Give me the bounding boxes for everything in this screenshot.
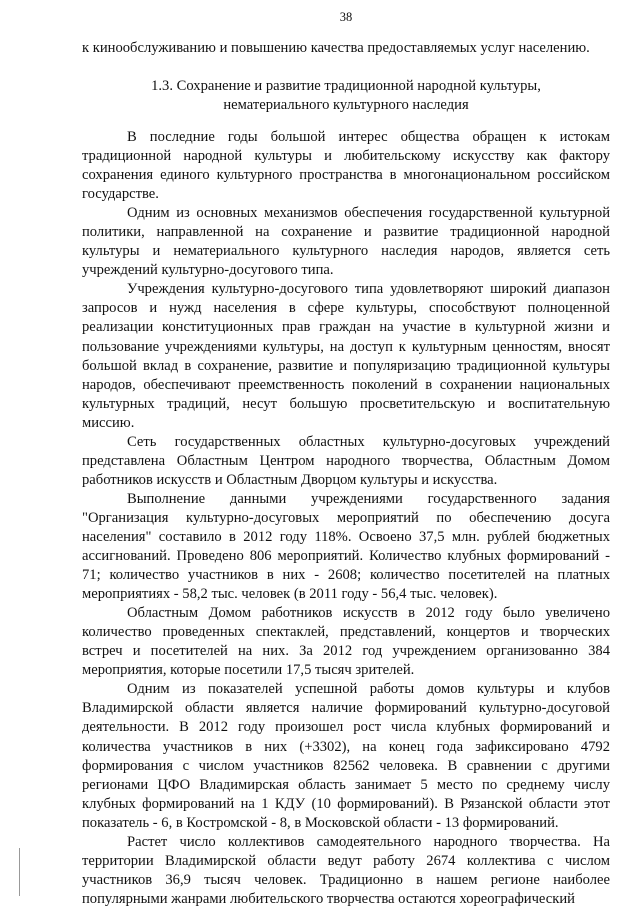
paragraph: Одним из основных механизмов обеспечения государственной культурной политики, направленной на сохранение и развитие традиционной народной культуры и нематериального культурного наследия народов, является сеть учреждений культурно-досугового типа. [82,205,610,279]
section-heading-line-2: нематериального культурного наследия [223,96,469,113]
paragraph: Одним из показателей успешной работы домов культуры и клубов Владимирской области является наличие формирований культурно-досуговой деятельности. В 2012 году произошел рост числа клубных формирований и количества участников в них (+3302), на конец года зафиксировано 4792 формирования с числом участников 82562 человека. В сравнении с другими регионами ЦФО Владимирская область занимает 5 место по среднему числу клубных формирований на 1 КДУ (10 формирований). В Рязанской области этот показатель - 6, в Костромской - 8, в Московской области - 13 формирований. [82,681,610,831]
page-number: 38 [339,10,353,24]
paragraph: В последние годы большой интерес общества обращен к истокам традиционной народной культуры и любительскому искусству как фактору сохранения единого культурного пространства в многонациональном российском государстве. [82,129,610,203]
section-heading [82,77,610,114]
paragraph: Сеть государственных областных культурно-досуговых учреждений представлена Областным Центром народного творчества, Областным Домом работников искусств и Областным Дворцом культуры и искусства. [82,433,610,488]
continued-text-line: к кинообслуживанию и повышению качества предоставляемых услуг населению. [82,40,590,56]
section-heading-line-1: 1.3. Сохранение и развитие традиционной народной культуры, [151,78,541,94]
paragraph: Учреждения культурно-досугового типа удовлетворяют широкий диапазон запросов и нужд населения в сфере культуры, способствуют полноценной реализации конституционных прав граждан на участие в культурной жизни и пользование учреждениями культуры, на доступ к культурным ценностям, вносят большой вклад в сохранение, развитие и популяризацию традиционной культуры народов, обеспечивают преемственность поколений в сохранении национальных культурных традиций, несут большую просветительскую и воспитательную миссию. [82,281,610,431]
body-text [82,128,610,909]
paragraph: Растет число коллективов самодеятельного народного творчества. На территории Владимирской области ведут работу 2674 коллектива с числом участников 36,9 тысяч человек. Традиционно в нашем регионе наиболее популярными жанрами любительского творчества остаются хореографический [82,833,610,907]
scan-margin-mark [19,848,20,896]
paragraph: Выполнение данными учреждениями государственного задания "Организация культурно-досуговых мероприятий по обеспечению досуга населения" составило в 2012 году 118%. Освоено 37,5 млн. рублей бюджетных ассигнований. Проведено 806 мероприятий. Количество клубных формирований - 71; количество участников в них - 2608; количество посетителей на платных мероприятиях - 58,2 тыс. человек (в 2011 году - 56,4 тыс. человек). [82,490,610,603]
paragraph: Областным Домом работников искусств в 2012 году было увеличено количество проведенных спектаклей, представлений, концертов и творческих встреч и посетителей на них. За 2012 год учреждением организованно 384 мероприятия, которые посетили 17,5 тысяч зрителей. [82,605,610,679]
